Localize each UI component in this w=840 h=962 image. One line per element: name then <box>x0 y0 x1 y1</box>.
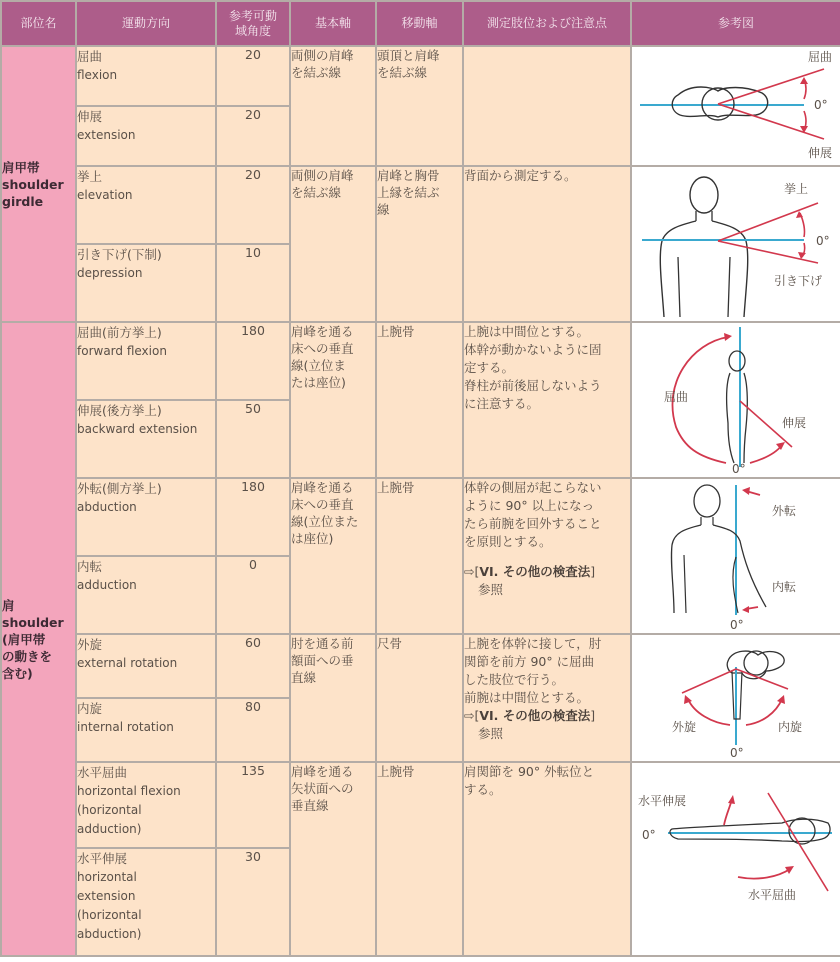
motion-ja: 水平伸展 <box>77 851 128 866</box>
motion-cell <box>76 556 216 634</box>
motion-en: forward flexion <box>77 344 167 358</box>
table-row <box>1 762 840 848</box>
angle-cell: 180 <box>216 478 290 556</box>
figure-cell <box>631 322 840 478</box>
moving-axis-cell: 上腕骨 <box>376 762 463 956</box>
table-row <box>1 166 840 244</box>
angle-cell: 20 <box>216 46 290 106</box>
figure-label: 屈曲 <box>664 390 689 404</box>
motion-cell: 水平屈曲 horizontal flexion (horizontal adduction) <box>76 762 216 848</box>
motion-cell <box>76 478 216 556</box>
motion-cell <box>76 106 216 166</box>
figure-cell <box>631 762 840 956</box>
table-row <box>1 634 840 698</box>
figure-label: 水平伸展 <box>638 794 687 808</box>
shoulder-flexion-extension-figure <box>632 323 838 475</box>
region-en: girdle <box>2 193 44 209</box>
motion-en: abduction <box>77 500 137 514</box>
shoulder-abduction-adduction-figure <box>632 479 838 633</box>
region-note: (肩甲帯 <box>2 631 46 647</box>
angle-cell: 30 <box>216 848 290 956</box>
motion-ja: 外転(側方挙上) <box>77 481 162 496</box>
basic-axis-cell: 肘を通る前 額面への垂 直線 <box>290 634 376 762</box>
figure-label: 内転 <box>772 580 797 594</box>
motion-ja: 外旋 <box>77 637 103 652</box>
figure-label: 0° <box>642 828 656 842</box>
motion-cell <box>76 244 216 322</box>
basic-axis-cell: 肩峰を通る 床への垂直 線(立位また は座位) <box>290 478 376 634</box>
figure-label: 屈曲 <box>808 50 833 64</box>
figure-label: 伸展 <box>808 146 833 160</box>
region-en: shoulder <box>2 614 64 630</box>
figure-cell <box>631 166 840 322</box>
notes-cell <box>463 46 631 166</box>
motion-ja: 内転 <box>77 559 103 574</box>
motion-en: external rotation <box>77 656 178 670</box>
header-figure: 参考図 <box>631 1 840 46</box>
moving-axis-cell: 肩峰と胸骨 上縁を結ぶ 線 <box>376 166 463 322</box>
table-row <box>1 46 840 106</box>
motion-en: elevation <box>77 188 133 202</box>
header-angle <box>216 1 290 46</box>
motion-en: backward extension <box>77 422 198 436</box>
figure-cell <box>631 634 840 762</box>
shoulder-horizontal-figure <box>632 763 838 951</box>
table-row <box>1 478 840 556</box>
motion-en: depression <box>77 266 143 280</box>
motion-ja: 水平屈曲 <box>77 765 128 780</box>
region-note: の動きを <box>2 648 53 664</box>
notes-cell: 上腕を体幹に接して，肘 関節を前方 90° に屈曲 した肢位で行う。 前腕は中間位とする。 ⇨[VI. その他の検査法] 参照 <box>463 634 631 762</box>
region-shoulder <box>1 322 76 956</box>
notes-cell: 上腕は中間位とする。 体幹が動かないように固 定する。 脊柱が前後屈しないよう に注意する。 <box>463 322 631 478</box>
header-basic-axis: 基本軸 <box>290 1 376 46</box>
motion-ja: 伸展(後方挙上) <box>77 403 162 418</box>
table-row <box>1 322 840 400</box>
region-en: shoulder <box>2 176 64 192</box>
angle-cell: 10 <box>216 244 290 322</box>
header-angle-line2: 域角度 <box>234 23 271 38</box>
moving-axis-cell: 尺骨 <box>376 634 463 762</box>
figure-label: 0° <box>732 462 746 475</box>
moving-axis-cell: 上腕骨 <box>376 478 463 634</box>
header-angle-line1: 参考可動 <box>228 8 277 23</box>
shoulder-girdle-flexion-extension-figure <box>632 47 838 162</box>
motion-en: adduction <box>77 578 137 592</box>
figure-label: 外旋 <box>672 720 697 734</box>
angle-cell: 20 <box>216 166 290 244</box>
angle-cell: 0 <box>216 556 290 634</box>
figure-label: 0° <box>730 618 744 632</box>
moving-axis-cell: 上腕骨 <box>376 322 463 478</box>
figure-label: 水平屈曲 <box>748 888 797 902</box>
angle-cell: 50 <box>216 400 290 478</box>
motion-cell <box>76 166 216 244</box>
notes-cell: 背面から測定する。 <box>463 166 631 322</box>
region-note: 含む) <box>2 665 33 681</box>
figure-label: 伸展 <box>782 416 807 430</box>
basic-axis-cell: 肩峰を通る 床への垂直 線(立位ま たは座位) <box>290 322 376 478</box>
figure-label: 外転 <box>772 504 797 518</box>
motion-cell <box>76 698 216 762</box>
motion-cell <box>76 46 216 106</box>
angle-cell: 60 <box>216 634 290 698</box>
motion-ja: 屈曲(前方挙上) <box>77 325 162 340</box>
moving-axis-cell: 頭頂と肩峰 を結ぶ線 <box>376 46 463 166</box>
motion-en: extension <box>77 128 136 142</box>
header-row <box>1 1 840 46</box>
shoulder-rotation-figure <box>632 635 838 761</box>
motion-cell <box>76 634 216 698</box>
motion-cell <box>76 400 216 478</box>
figure-cell <box>631 478 840 634</box>
header-motion: 運動方向 <box>76 1 216 46</box>
notes-cell: 肩関節を 90° 外転位と する。 <box>463 762 631 956</box>
motion-ja: 伸展 <box>77 109 103 124</box>
angle-cell: 20 <box>216 106 290 166</box>
shoulder-girdle-elevation-depression-figure <box>632 167 838 317</box>
figure-label: 引き下げ <box>774 274 823 288</box>
motion-ja: 内旋 <box>77 701 103 716</box>
region-shoulder-girdle <box>1 46 76 322</box>
figure-label: 0° <box>730 746 744 760</box>
cross-reference-link[interactable]: ⇨[VI. その他の検査法] 参照 <box>464 708 596 741</box>
cross-reference-link[interactable]: ⇨[VI. その他の検査法] 参照 <box>464 564 596 597</box>
header-notes: 測定肢位および注意点 <box>463 1 631 46</box>
angle-cell: 80 <box>216 698 290 762</box>
motion-cell: 水平伸展 horizontal extension (horizontal abduction) <box>76 848 216 956</box>
motion-en: flexion <box>77 68 118 82</box>
notes-cell: 体幹の側屈が起こらない ように 90° 以上になっ たら前腕を回外すること を原則とする。 ⇨[VI. その他の検査法] 参照 <box>463 478 631 634</box>
motion-ja: 屈曲 <box>77 49 103 64</box>
region-ja: 肩甲帯 <box>2 159 40 175</box>
basic-axis-cell: 肩峰を通る 矢状面への 垂直線 <box>290 762 376 956</box>
motion-cell <box>76 322 216 400</box>
basic-axis-cell: 両側の肩峰 を結ぶ線 <box>290 46 376 166</box>
figure-label: 0° <box>814 98 828 112</box>
basic-axis-cell: 両側の肩峰 を結ぶ線 <box>290 166 376 322</box>
figure-label: 挙上 <box>784 182 809 196</box>
motion-ja: 挙上 <box>77 169 103 184</box>
region-ja: 肩 <box>2 597 15 613</box>
motion-ja: 引き下げ(下制) <box>77 247 162 262</box>
figure-label: 内旋 <box>778 720 803 734</box>
motion-en: internal rotation <box>77 720 174 734</box>
figure-cell <box>631 46 840 166</box>
header-moving-axis: 移動軸 <box>376 1 463 46</box>
angle-cell: 180 <box>216 322 290 400</box>
figure-label: 0° <box>816 234 830 248</box>
angle-cell: 135 <box>216 762 290 848</box>
header-region: 部位名 <box>1 1 76 46</box>
